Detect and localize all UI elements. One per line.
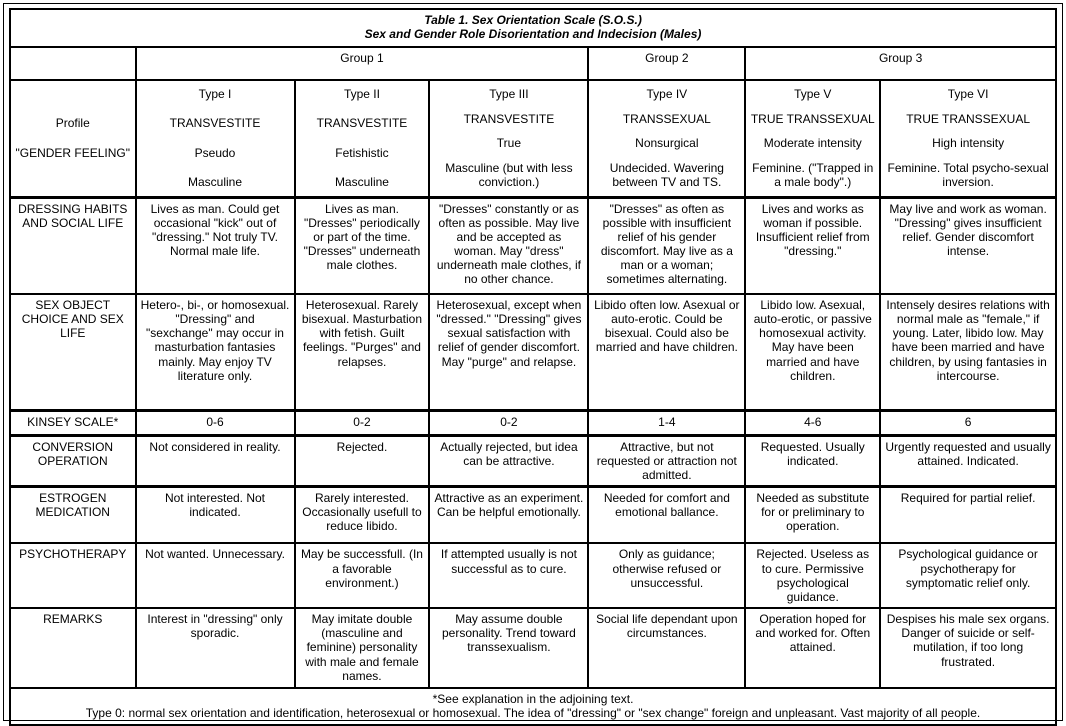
cell-sex-type-5: Libido low. Asexual, auto-erotic, or passive homosexual activity. May have been married and have children. [745, 294, 880, 410]
row-label-sex-object: SEX OBJECT CHOICE AND SEX LIFE [10, 294, 136, 410]
profile-cell-type-2 [295, 80, 430, 197]
table-title-row [10, 9, 1056, 47]
type-gender-feeling: Masculine (but with less conviction.) [445, 160, 573, 189]
profile-label-line2: "GENDER FEELING" [15, 146, 131, 160]
type-gender-feeling: Masculine [334, 174, 389, 189]
row-label-dressing-habits: DRESSING HABITS AND SOCIAL LIFE [10, 197, 136, 294]
cell-psychotherapy-type-6: Psychological guidance or psychotherapy for symptomatic relief only. [880, 543, 1056, 608]
cell-psychotherapy-type-4: Only as guidance; otherwise refused or unsuccessful. [588, 543, 745, 608]
type-header: Type VI [947, 87, 989, 101]
type-header: Type II [343, 87, 380, 101]
row-label-remarks: REMARKS [10, 608, 136, 688]
cell-sex-type-2: Heterosexual. Rarely bisexual. Masturbation with fetish. Guilt feelings. "Purges" and relapses. [295, 294, 430, 410]
type-subtype: Nonsurgical [635, 136, 699, 151]
sos-table [9, 8, 1057, 726]
profile-cell-type-5 [745, 80, 880, 197]
footnote-line1: *See explanation in the adjoining text. [432, 692, 634, 707]
cell-psychotherapy-type-1: Not wanted. Unnecessary. [136, 543, 295, 608]
footnote-cell [10, 688, 1056, 725]
cell-remarks-type-2: May imitate double (masculine and feminine) personality with male and female names. [295, 608, 430, 688]
table-title-line2: Sex and Gender Role Disorientation and Indecision (Males) [364, 27, 702, 42]
cell-conversion-type-3: Actually rejected, but idea can be attractive. [429, 435, 588, 486]
cell-dressing-type-2: Lives as man. "Dresses" periodically or part of the time. "Dresses" underneath male clothes. [295, 197, 430, 294]
cell-dressing-type-4: "Dresses" as often as possible with insufficient relief of his gender discomfort. May live as a man or a woman; sometimes alternating. [588, 197, 745, 294]
row-label-estrogen-medication: ESTROGEN MEDICATION [10, 486, 136, 543]
profile-stack [750, 84, 875, 192]
type-category: TRANSVESTITE [316, 116, 408, 131]
profile-cell-type-1 [136, 80, 295, 197]
footnote-line2: Type 0: normal sex orientation and identification, heterosexual or homosexual. The idea of "dressing" or "sex change" foreign and unpleasant. Vast majority of all people. [85, 706, 981, 721]
cell-estrogen-type-1: Not interested. Not indicated. [136, 486, 295, 543]
group-header-2: Group 2 [588, 47, 745, 80]
row-label-profile [10, 80, 136, 197]
type-gender-feeling: Masculine [187, 174, 243, 189]
cell-estrogen-type-6: Required for partial relief. [880, 486, 1056, 543]
type-header: Type III [489, 87, 529, 101]
cell-conversion-type-1: Not considered in reality. [136, 435, 295, 486]
type-subtype: True [496, 136, 522, 151]
cell-psychotherapy-type-5: Rejected. Useless as to cure. Permissive psychological guidance. [745, 543, 880, 608]
type-gender-feeling: Undecided. Wavering between TV and TS. [609, 160, 724, 189]
type-category: TRANSVESTITE [463, 111, 555, 126]
type-category: TRANSSEXUAL [622, 111, 711, 126]
type-category: TRUE TRANSSEXUAL [750, 111, 875, 126]
cell-psychotherapy-type-3: If attempted usually is not successful as to cure. [429, 543, 588, 608]
type-subtype: Fetishistic [335, 145, 389, 160]
row-label-psychotherapy: PSYCHOTHERAPY [10, 543, 136, 608]
cell-remarks-type-5: Operation hoped for and worked for. Often attained. [745, 608, 880, 688]
cell-dressing-type-3: "Dresses" constantly or as often as possible. May live and be accepted as woman. May "dress" underneath male clothes, if no other chance. [429, 197, 588, 294]
table-row-estrogen-medication [10, 486, 1056, 543]
cell-sex-type-6: Intensely desires relations with normal male as "female," if young. Later, libido low. May have been married and have children, by using fantasies in intercourse. [880, 294, 1056, 410]
profile-stack [141, 84, 290, 192]
row-label-conversion-operation: CONVERSION OPERATION [10, 435, 136, 486]
cell-kinsey-type-4: 1-4 [588, 410, 745, 435]
cell-dressing-type-5: Lives and works as woman if possible. Insufficient relief from "dressing." [745, 197, 880, 294]
row-label-kinsey-scale: KINSEY SCALE* [10, 410, 136, 435]
cell-kinsey-type-6: 6 [880, 410, 1056, 435]
type-subtype: High intensity [932, 136, 1005, 151]
profile-label-stack [15, 84, 131, 192]
profile-label-line1: Profile [55, 115, 90, 130]
group-header-1: Group 1 [136, 47, 589, 80]
type-category: TRANSVESTITE [169, 116, 261, 131]
type-gender-feeling: Feminine. ("Trapped in a male body".) [752, 160, 874, 189]
cell-dressing-type-6: May live and work as woman. "Dressing" gives insufficient relief. Gender discomfort intense. [880, 197, 1056, 294]
cell-conversion-type-4: Attractive, but not requested or attraction not admitted. [588, 435, 745, 486]
table-row-sex-object [10, 294, 1056, 410]
cell-estrogen-type-2: Rarely interested. Occasionally usefull to reduce libido. [295, 486, 430, 543]
cell-conversion-type-2: Rejected. [295, 435, 430, 486]
cell-kinsey-type-3: 0-2 [429, 410, 588, 435]
type-subtype: Pseudo [194, 145, 236, 160]
cell-dressing-type-1: Lives as man. Could get occasional "kick" out of "dressing." Not truly TV. Normal male life. [136, 197, 295, 294]
page-border-frame [3, 3, 1063, 721]
cell-estrogen-type-4: Needed for comfort and emotional ballance. [588, 486, 745, 543]
table-title-line1: Table 1. Sex Orientation Scale (S.O.S.) [424, 13, 642, 27]
group-header-3: Group 3 [745, 47, 1056, 80]
cell-kinsey-type-1: 0-6 [136, 410, 295, 435]
type-subtype: Moderate intensity [763, 136, 862, 151]
cell-estrogen-type-5: Needed as substitute for or preliminary to operation. [745, 486, 880, 543]
table-row-dressing-habits [10, 197, 1056, 294]
cell-sex-type-4: Libido often low. Asexual or auto-erotic. Could be bisexual. Could also be married and have children. [588, 294, 745, 410]
cell-sex-type-3: Heterosexual, except when "dressed." "Dressing" gives sexual satisfaction with relief of gender discomfort. May "purge" and relapse. [429, 294, 588, 410]
cell-remarks-type-3: May assume double personality. Trend toward transsexualism. [429, 608, 588, 688]
type-header: Type V [794, 87, 832, 101]
footnote-row [10, 688, 1056, 725]
type-gender-feeling: Feminine. Total psycho-sexual inversion. [887, 160, 1049, 189]
table-row-kinsey-scale [10, 410, 1056, 435]
cell-psychotherapy-type-2: May be successfull. (In a favorable environment.) [295, 543, 430, 608]
cell-remarks-type-1: Interest in "dressing" only sporadic. [136, 608, 295, 688]
profile-cell-type-4 [588, 80, 745, 197]
profile-stack [300, 84, 425, 192]
table-row-remarks [10, 608, 1056, 688]
cell-estrogen-type-3: Attractive as an experiment. Can be helpful emotionally. [429, 486, 588, 543]
type-header: Type IV [646, 87, 688, 101]
cell-sex-type-1: Hetero-, bi-, or homosexual. "Dressing" and "sexchange" may occur in masturbation fantasies mainly. May enjoy TV literature only. [136, 294, 295, 410]
group-header-row [10, 47, 1056, 80]
cell-remarks-type-6: Despises his male sex organs. Danger of suicide or self-mutilation, if too long frustrated. [880, 608, 1056, 688]
table-title [10, 9, 1056, 47]
profile-cell-type-6 [880, 80, 1056, 197]
type-category: TRUE TRANSSEXUAL [906, 111, 1031, 126]
cell-conversion-type-5: Requested. Usually indicated. [745, 435, 880, 486]
profile-stack [434, 84, 583, 192]
profile-stack [885, 84, 1051, 192]
cell-kinsey-type-2: 0-2 [295, 410, 430, 435]
cell-remarks-type-4: Social life dependant upon circumstances. [588, 608, 745, 688]
type-header: Type I [198, 87, 232, 101]
cell-kinsey-type-5: 4-6 [745, 410, 880, 435]
header-spacer-cell [10, 47, 136, 80]
table-row-conversion-operation [10, 435, 1056, 486]
profile-cell-type-3 [429, 80, 588, 197]
cell-conversion-type-6: Urgently requested and usually attained. Indicated. [880, 435, 1056, 486]
table-row-psychotherapy [10, 543, 1056, 608]
profile-stack [593, 84, 740, 192]
profile-row [10, 80, 1056, 197]
